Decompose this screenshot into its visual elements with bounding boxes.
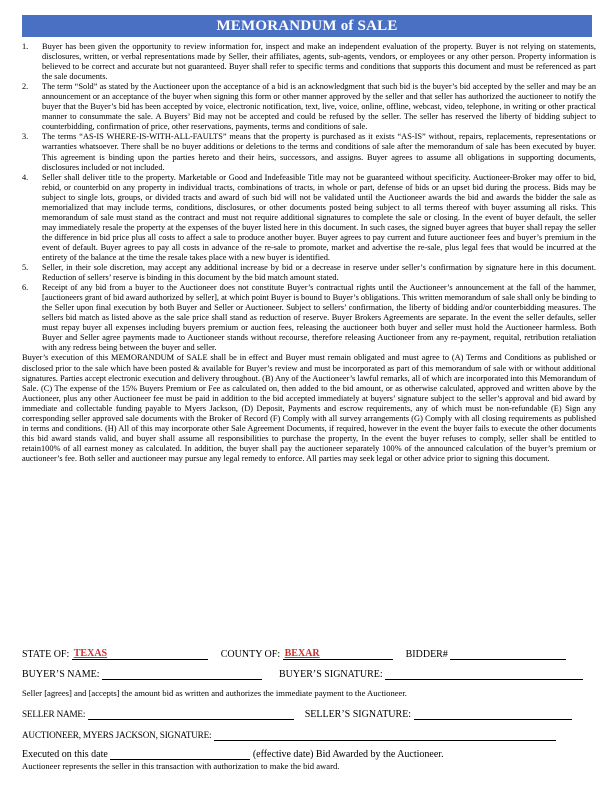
clause-4 [22,173,596,263]
seller-name-field[interactable] [88,708,294,720]
clause-text: Seller shall deliver title to the property. Marketable or Good and Indefeasible Title may not be guaranteed without specificity. Auctioneer-Broker may offer to bid, rebid, or counterbid on any property in individual tracts, combinations of tracts, in whole or part, defense of bids or an upset bid during the process. Bids may be subject to single lots, groups, or divided tracts and award of such bid will not be validated until the Auctioneer awards the bid and awards the bidder the sale as memorialized that may include terms, conditions, disclosures, or other documents posted being subject to all terms thereof with buyer assuming all risks. This memorandum of sale must stand as the contract and must not require additional signatures to complete the sale or closing. In the event of buyer default, the seller may immediately resale the property at the expenses of the buyer listed here in this document. In such cases, the signed buyer agrees that buyer shall repay the seller the difference in bid price plus all costs to affect a sale to produce another buyer. Buyer agrees to pay current and future auctioneer fees and buyer’s premium in the event of default. Buyer agrees to pay all costs in advance of the re-sale to promote, market and advertise the re-sale, plus legal fees that would be incurred at the entirety of the balance at the time the resale takes place with a new buyer is identified. [42,172,596,262]
terms-body [22,42,596,464]
county-value: BEXAR [284,648,320,659]
state-field[interactable] [72,648,208,660]
clause-text: The terms “AS-IS WHERE-IS-WITH-ALL-FAULTS” means that the property is purchased as it exists “AS-IS” without, repairs, replacements, representations or warranties whatsoever. There shall be no buyer additions or deletions to the terms and conditions of sale after the memorandum of sale has been executed by buyer. This agreement is binding upon the parties hereto and their heirs, successors, and assigns. Buyer agrees to assume all obligations in supporting documents, disclosures included or not included. [42,132,596,172]
county-field[interactable] [283,648,393,660]
clause-3 [22,132,596,172]
clause-text: Seller, in their sole discretion, may accept any additional increase by bid or a decrease in reserve under seller’s confirmation by signature here in this document. Reduction of sellers’ reserve is binding in this document by the bid match amount stated. [42,263,596,283]
execution-date-field[interactable] [110,748,250,760]
county-label: COUNTY OF: [220,649,281,660]
seller-row [22,708,572,720]
clause-number: 1. [22,42,29,51]
state-value: TEXAS [73,648,108,659]
buyers-signature-label: BUYER’S SIGNATURE: [279,669,383,680]
auctioneer-signature-field[interactable] [214,729,556,741]
clause-number: 5. [22,263,29,273]
bidder-label: BIDDER# [405,649,448,660]
executed-label: Executed on this date [22,749,108,760]
document-title: MEMORANDUM of SALE [22,15,592,37]
clause-number: 6. [22,283,29,293]
state-label: STATE OF: [22,649,70,660]
clause-5 [22,263,596,283]
buyer-row [22,668,583,680]
sellers-signature-label: SELLER’S SIGNATURE: [304,709,412,720]
auctioneer-signature-label: AUCTIONEER, MYERS JACKSON, SIGNATURE: [22,730,212,740]
clause-2 [22,82,596,132]
clause-number: 3. [22,132,29,142]
clause-text: Receipt of any bid from a buyer to the Auctioneer does not constitute Buyer’s contractual rights until the Auctioneer’s announcement at the fall of the hammer, [auctioneers grant of bid award authorized by seller], at which point Buyer is bound to Buyer’s obligations. This written memorandum of sale shall only be binding to the Seller upon final execution by both Buyer and Seller or Auctioneer. Subject to sellers’ confirmation, the liberty of bidding and/or counterbidding measures. The sellers bid match as listed above as the sale price shall stand as reduction of reserve. Buyer Brokers Agreements are separate. In the event the seller defaults, seller must repay buyer all expenses including buyers premium or auction fees, releasing the auctioneer both buyer and seller must hold the Auctioneer harmless. Both Buyer and Seller agree payments made to Auctioneer stands without recourse, therefore releasing Auctioneer from any re-payment, requital, retribution retaliation with any redress being between the buyer and seller. [42,283,596,353]
clause-text: Buyer has been given the opportunity to review information for, inspect and make an independent evaluation of the property. Buyer is not relying on statements, disclosures, written, or verbal representations made by Seller, their affiliates, agents, sub-agents, vendors, or employees or any other person. Property information is believed to be correct and accurate but not guaranteed. Buyer shall refer to specific terms and conditions that supports this document and must be referenced as part the sale documents. [42,42,596,82]
execution-paragraph: Buyer’s execution of this MEMORANDUM of SALE shall be in effect and Buyer must remain obligated and must agree to (A) Terms and Conditions as published or disclosed prior to the sale which have been posted & available for Buyer’s review and must be incorporated as part of this memorandum of sale with or without additional signatures. Parties accept electronic execution and delivery throughout. (B) Any of the Auctioneer’s lawful remarks, all of which are incorporated into this Memorandum of Sale. (C) The expense of the 15% Buyers Premium or Fee as calculated on, then added to the bid amount, or as otherwise calculated, approved and written above by the Auctioneer, plus any other Auctioneer fee must be paid in addition to the bid accepted immediately at buyers’ signature subject to the seller’s approval and bid award by immediate and collectable funding payable to Myers Jackson, (D) Deposit, Payments and escrow requirements, any of which must be non-refundable (E) Sign any corresponding seller approved sale documents with the Broker of Record (F) Comply with all survey arrangements (G) Comply with all closing requirements as published in terms and conditions. (H) All of this may incorporate other Sale Agreement Documents, if required, however in the event the buyer fails to execute the other documents this bid award stands valid, and buyer shall assume all responsibilities to purchase the property, In the event the buyer refuses to comply, seller shall be entitled to retain100% of all earnest money as calculated. In addition, the buyer shall pay the auctioneer separately 100% of the announced calculation of the buyer’s premium or auctioneer’s fee. Both seller and auctioneer may pursue any legal remedy to enforce. All parties may seek legal or other advice prior to signing this document. [22,353,596,463]
clause-number: 4. [22,172,29,182]
clause-1 [22,42,596,82]
sellers-signature-field[interactable] [414,708,572,720]
auctioneer-row [22,729,556,741]
effective-date-label: (effective date) Bid Awarded by the Auctioneer. [252,749,444,760]
buyers-name-label: BUYER’S NAME: [22,669,100,680]
buyers-name-field[interactable] [102,668,262,680]
clause-6 [22,283,596,353]
executed-row [22,748,444,760]
clause-number: 2. [22,82,29,92]
buyers-signature-field[interactable] [385,668,583,680]
seller-name-label: SELLER NAME: [22,709,86,719]
location-row [22,648,566,660]
seller-statement: Seller [agrees] and [accepts] the amount bid as written and authorizes the immediate payment to the Auctioneer. [22,688,407,698]
bidder-number-field[interactable] [450,648,566,660]
representation-note: Auctioneer represents the seller in this transaction with authorization to make the bid award. [22,761,340,771]
clause-text: The term “Sold” as stated by the Auctioneer upon the acceptance of a bid is an acknowledgment that such bid is the buyer’s bid accepted by the seller and may be an announcement or an acceptance of the buyer when signing this form or other manner approved by the seller and that seller has authorized the auctioneer to notify the buyer that the Buyer’s bid has been accepted by voice, electronic notification, text, live, voice, online, offline, webcast, video, telephone, in writing or other practical manner to consummate the sale. A Buyers’ Bid may not be accepted and could be refused by the seller. The seller has reserved the liberty of bidding subject to counterbidding, confirmation of price, other reservations, payments, terms and conditions of sale. [42,82,596,132]
